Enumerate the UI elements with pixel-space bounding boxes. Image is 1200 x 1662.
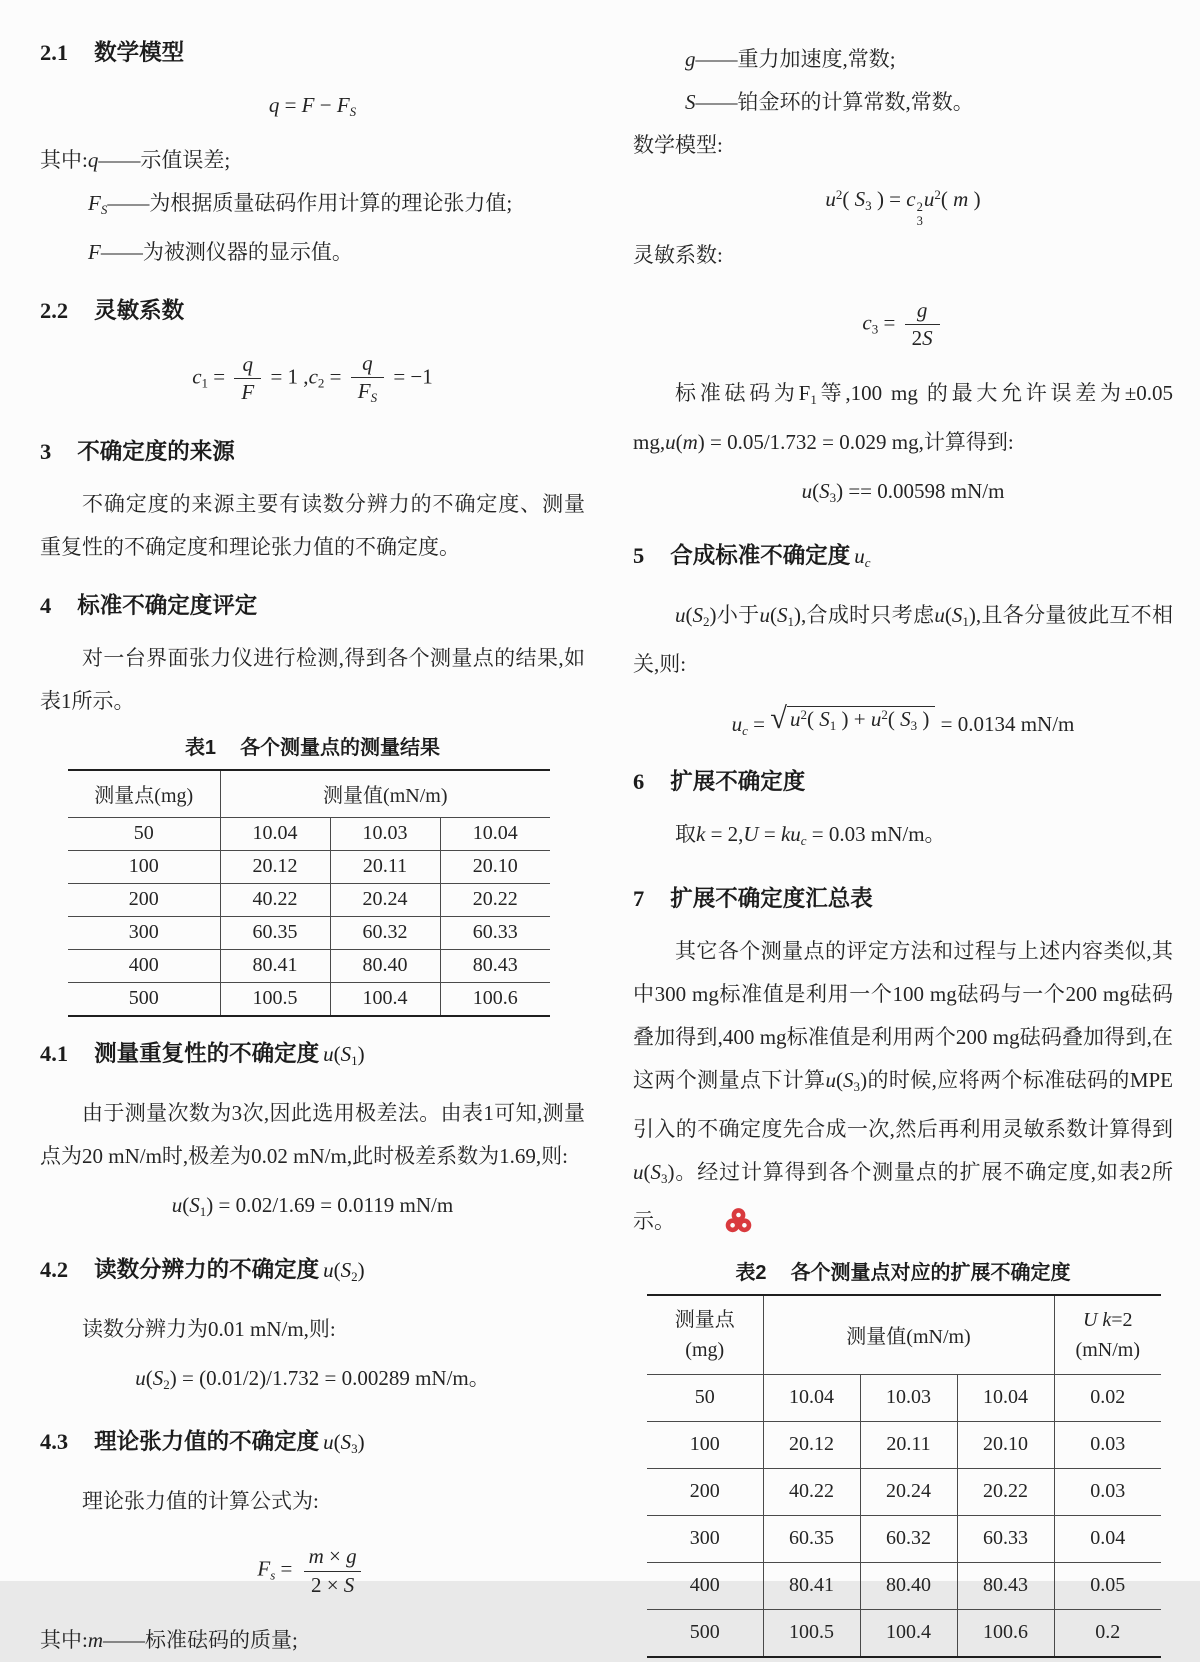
table-header-cell-point: 测量点(mg) [68,770,220,818]
table-cell: 60.33 [957,1515,1054,1562]
heading-number: 2.2 [40,297,69,323]
table-row [647,1374,1161,1421]
table-row [647,1562,1161,1609]
formula-u2-s3: $u^2$( $S_3$ ) = c 2 3 $u^2$( m ) [825,187,981,228]
heading-6 [633,767,1173,797]
table-2 [633,1258,1173,1658]
table-1-caption-label: 表1 [184,736,217,759]
table-cell: 20.24 [860,1468,957,1515]
heading-2-2 [40,296,585,326]
table-2-caption [633,1258,1173,1288]
header-u-k2: U k=2 [1082,1308,1133,1331]
formula-c3-fraction: $c_3$ = $\frac{g}{2S}$ [633,289,1173,361]
heading-title: 合成标准不确定度 uc [670,543,871,571]
formula-u-s3-result: $u(S_3) == 0.00598$ mN/m [801,479,1005,506]
table-cell: 50 [68,817,220,850]
heading-title: 灵敏系数 [94,297,185,323]
table-row [68,817,550,850]
table-cell: 0.02 [1054,1374,1161,1421]
heading-7 [633,884,1173,914]
table-cell: 20.10 [957,1421,1054,1468]
heading-math: $u(S_1)$ [323,1041,365,1068]
table-cell: 80.41 [763,1562,860,1609]
heading-title: 理论张力值的不确定度 $u(S_3)$ [94,1429,365,1457]
table-row [68,982,550,1016]
table-cell: 80.40 [860,1562,957,1609]
table-cell: 60.33 [440,916,550,949]
heading-title: 标准不确定度评定 [77,592,258,618]
table-row [68,916,550,949]
table-1 [40,733,585,1017]
definition-g: g——重力加速度,常数; [685,47,896,71]
table-cell: 0.04 [1054,1515,1161,1562]
formula-u-s1: $u(S_1) = 0.02/1.69 = 0.0119$ mN/m [171,1192,454,1219]
table-cell: 10.03 [330,817,440,850]
right-column [633,38,1174,1644]
table-header-cell-point: 测量点 (mg) [647,1295,763,1375]
paragraph-4-2: 读数分辨力为0.01 mN/m,则: [82,1316,336,1341]
table-cell: 40.22 [763,1468,860,1515]
table-row [647,1515,1161,1562]
table-row [647,1609,1161,1657]
table-cell: 500 [647,1609,763,1657]
definition-m: 其中:m——标准砝码的质量; [40,1627,298,1652]
table-cell: 400 [647,1562,763,1609]
table-cell: 10.04 [220,817,330,850]
paragraph-4-3: 理论张力值的计算公式为: [82,1489,319,1514]
table-row [647,1421,1161,1468]
heading-3 [40,437,585,467]
table-cell: 10.04 [763,1374,860,1421]
end-of-article-icon [683,1205,752,1248]
table-2-caption-label: 表2 [735,1261,767,1284]
paragraph-5: $u(S_2)$小于$u(S_1)$,合成时只考虑$u(S_1)$,且各分量彼此互不相关,则: [633,603,1173,677]
heading-title: 数学模型 [94,40,185,65]
paragraph-6: 取k = 2,U = kuc = 0.03 mN/m。 [675,821,946,848]
left-column [40,38,585,1652]
table-cell: 0.03 [1054,1421,1161,1468]
table-cell: 100.5 [763,1609,860,1657]
table-cell: 200 [647,1468,763,1515]
table-cell: 0.05 [1054,1562,1161,1609]
heading-number: 5 [633,543,645,569]
heading-number: 3 [40,438,52,464]
heading-math: $u(S_3)$ [323,1430,365,1457]
table-cell: 200 [68,883,220,916]
table-cell: 20.22 [957,1468,1054,1515]
table-cell: 20.11 [860,1421,957,1468]
table-cell: 500 [68,982,220,1016]
heading-number: 7 [633,885,645,911]
table-cell: 10.03 [860,1374,957,1421]
table-cell: 20.24 [330,883,440,916]
table-row [647,1468,1161,1515]
table-cell: 10.04 [957,1374,1054,1421]
table-1-grid [68,769,550,1017]
heading-title: 扩展不确定度汇总表 [670,885,873,911]
definition-q: 其中:q——示值误差; [40,147,231,172]
paragraph-standard-weight: 标准砝码为$F_1$等,100 mg 的最大允许误差为±0.05 mg,u(m) = 0.05/1.732 = 0.029 mg,计算得到: [633,381,1173,455]
table-cell: 60.32 [860,1515,957,1562]
paragraph-7-text: 其它各个测量点的评定方法和过程与上述内容类似,其中300 mg标准值是利用一个100 mg砝码与一个200 mg砝码叠加得到,400 mg标准值是利用两个200 mg砝码叠加得到,在这两个测量点下计算$u(S_3)$的时候,应将两个标准砝码的MPE引入的不确定度先合成一次,然后再利用灵敏系数计算得到$u(S_3)$。经过计算得到各个测量点的扩展不确定度,如表2所示。 [633,938,1174,1233]
heading-number: 4.1 [40,1040,69,1066]
table-1-caption-title: 各个测量点的测量结果 [240,736,441,759]
table-cell: 40.22 [220,883,330,916]
heading-5 [633,541,1173,578]
formula-fs-fraction: Fs = $\frac{m \times g}{2 \times S}$ [40,1535,585,1607]
paragraph-4-1: 由于测量次数为3次,因此选用极差法。由表1可知,测量点为20 mN/m时,极差为0.02 mN/m,此时极差系数为1.69,则: [40,1100,585,1168]
heading-title: 不确定度的来源 [77,438,235,464]
table-header-cell-uncertainty: U k=2 (mN/m) [1054,1295,1161,1375]
table-cell: 0.03 [1054,1468,1161,1515]
heading-math: $u(S_2)$ [323,1257,365,1284]
table-cell: 100.6 [957,1609,1054,1657]
table-cell: 20.22 [440,883,550,916]
formula-c1-c2: $c_1$ = $\frac{q}{F}$ = 1 $,c_2$ = $\frac{q}{FS}$ = −1 [192,350,433,405]
table-cell: 80.43 [440,949,550,982]
table-header-row [68,770,550,818]
table-row [68,850,550,883]
table-cell: 100.4 [330,982,440,1016]
table-cell: 100 [68,850,220,883]
table-cell: 60.35 [220,916,330,949]
table-header-row [647,1295,1161,1375]
paragraph-uncertainty-sources: 不确定度的来源主要有读数分辨力的不确定度、测量重复性的不确定度和理论张力值的不确定度。 [40,491,585,559]
table-cell: 100.6 [440,982,550,1016]
heading-number: 2.1 [40,40,69,65]
table-header-cell-value: 测量值(mN/m) [763,1295,1054,1375]
paragraph-table1-intro: 对一台界面张力仪进行检测,得到各个测量点的结果,如表1所示。 [40,645,585,713]
label-math-model: 数学模型: [633,133,723,157]
table-cell: 20.12 [763,1421,860,1468]
paragraph-7 [633,930,1173,1248]
heading-number: 4.3 [40,1429,69,1455]
heading-number: 4.2 [40,1256,69,1282]
heading-title: 读数分辨力的不确定度 $u(S_2)$ [94,1256,365,1284]
table-cell: 80.40 [330,949,440,982]
heading-2-1 [40,38,585,68]
formula-uc-sqrt: uc = √ $u^2$( $S_1$ ) + $u^2$( $S_3$ ) = 0.0134 mN/m [731,701,1075,738]
table-cell: 80.43 [957,1562,1054,1609]
table-cell: 400 [68,949,220,982]
table-cell: 0.2 [1054,1609,1161,1657]
table-cell: 50 [647,1374,763,1421]
table-cell: 60.35 [763,1515,860,1562]
table-row [68,883,550,916]
definition-fs: FS——为根据质量砝码作用计算的理论张力值; [88,190,513,217]
table-cell: 60.32 [330,916,440,949]
formula-u-s2: $u(S_2) = (0.01/2)/1.732 = 0.00289$ mN/m。 [135,1365,490,1392]
table-cell: 20.11 [330,850,440,883]
heading-title: 扩展不确定度 [670,768,806,794]
table-2-grid [647,1294,1161,1658]
table-row [68,949,550,982]
table-cell: 10.04 [440,817,550,850]
heading-4-3 [40,1427,585,1464]
label-sensitivity: 灵敏系数: [633,242,723,267]
heading-number: 4 [40,592,52,618]
definition-s: S——铂金环的计算常数,常数。 [685,90,974,114]
heading-4-1 [40,1039,585,1076]
heading-math: uc [854,544,871,571]
formula-q-equals-f-minus-fs: q = F − FS [268,93,357,119]
definition-f: F——为被测仪器的显示值。 [88,239,353,264]
table-cell: 100.4 [860,1609,957,1657]
table-cell: 20.10 [440,850,550,883]
table-cell: 300 [68,916,220,949]
table-header-cell-value: 测量值(mN/m) [220,770,550,818]
heading-4 [40,591,585,621]
heading-number: 6 [633,768,645,794]
table-cell: 100 [647,1421,763,1468]
table-cell: 100.5 [220,982,330,1016]
heading-title: 测量重复性的不确定度 $u(S_1)$ [94,1040,365,1068]
table-cell: 300 [647,1515,763,1562]
table-2-caption-title: 各个测量点对应的扩展不确定度 [790,1261,1071,1284]
table-cell: 20.12 [220,850,330,883]
table-cell: 80.41 [220,949,330,982]
heading-4-2 [40,1255,585,1292]
table-1-caption [40,733,585,763]
